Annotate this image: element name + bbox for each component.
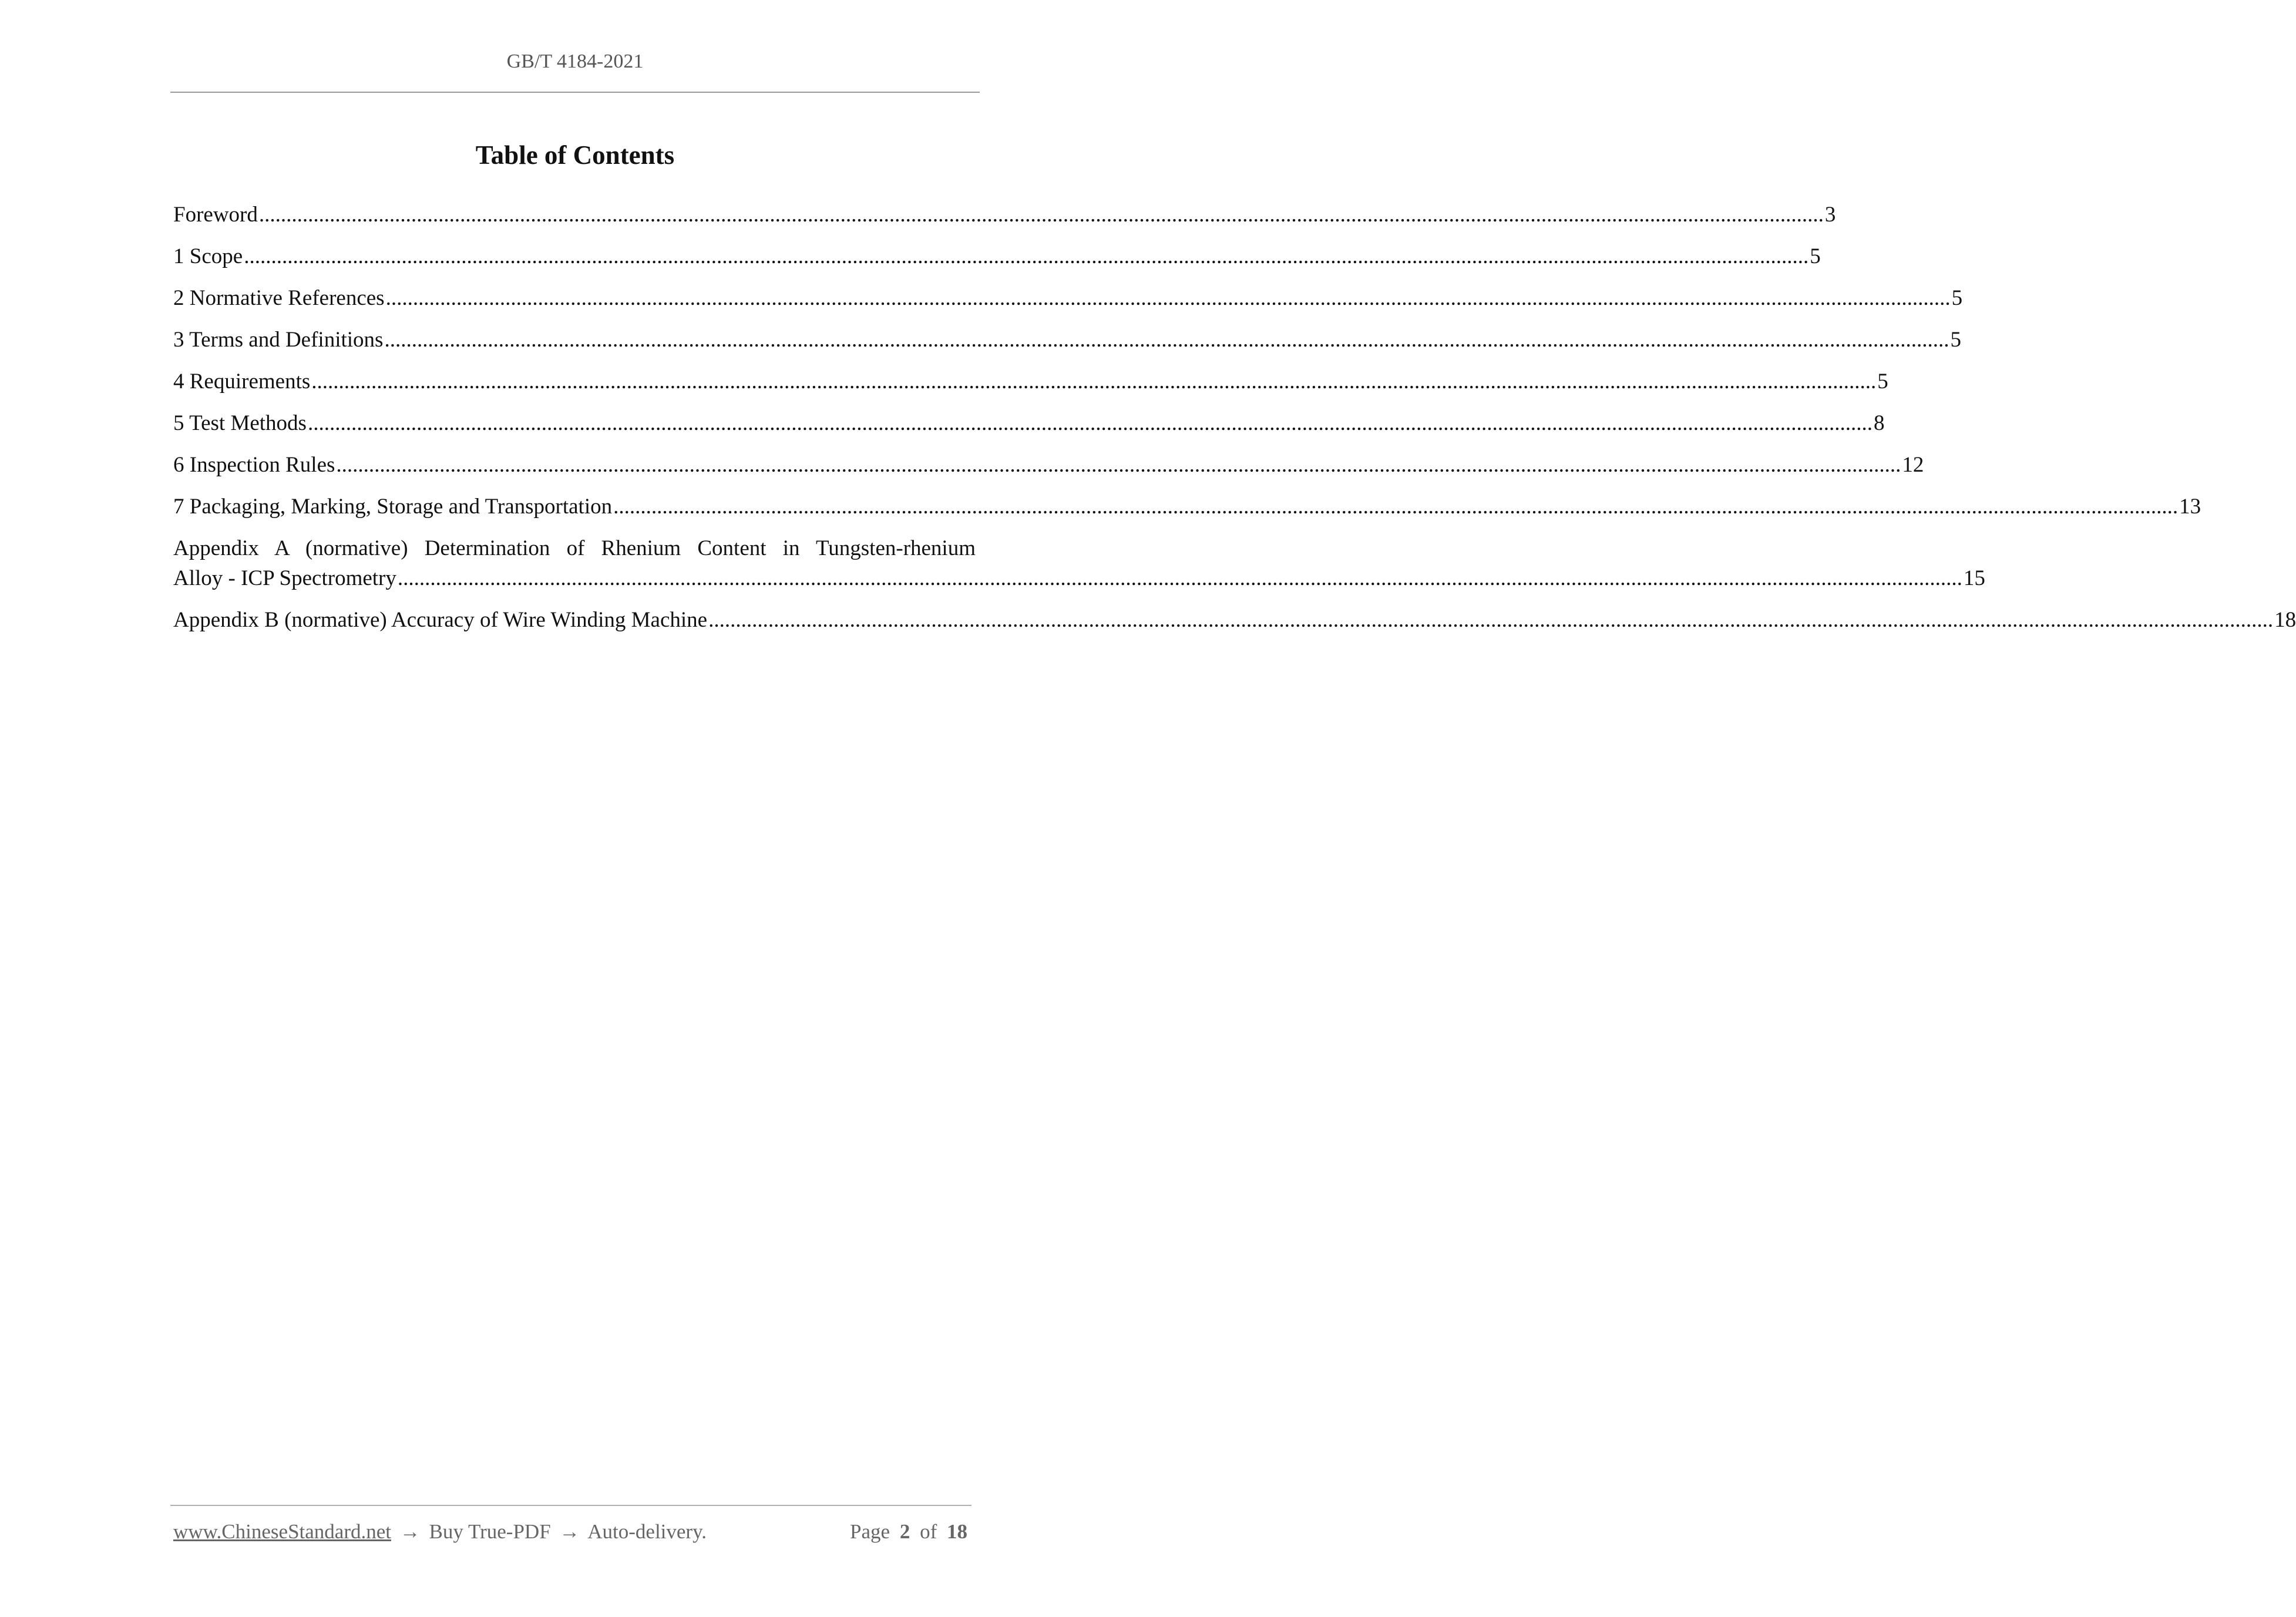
current-page-number: 2 (899, 1520, 910, 1543)
toc-entry-label: 2 Normative References (173, 286, 385, 310)
toc-leader-dots: ................................................................................................................................................................................................................................................................................................ (384, 328, 1949, 352)
of-word: of (920, 1520, 937, 1543)
toc-entry-test-methods[interactable] (173, 408, 1885, 438)
toc-entry-foreword[interactable] (173, 200, 1836, 230)
toc-leader-dots: ................................................................................................................................................................................................................................................................................................ (311, 369, 1877, 394)
toc-entry-appendix-a[interactable] (173, 533, 1985, 593)
toc-entry-scope[interactable] (173, 241, 1821, 271)
toc-title: Table of Contents (475, 140, 675, 170)
toc-leader-dots: ................................................................................................................................................................................................................................................................................................ (613, 495, 2179, 519)
footer-promo (173, 1520, 707, 1544)
header-divider (170, 92, 980, 93)
toc-entry-label: Appendix B (normative) Accuracy of Wire Winding Machine (173, 608, 708, 632)
toc-page-number: 3 (1824, 203, 1836, 227)
toc-page-number: 8 (1873, 411, 1885, 435)
toc-leader-dots: ................................................................................................................................................................................................................................................................................................ (307, 411, 1873, 435)
toc-entry-label: 3 Terms and Definitions (173, 328, 384, 352)
auto-delivery-text: Auto-delivery. (587, 1520, 707, 1543)
toc-page-number: 15 (1963, 566, 1985, 590)
toc-entry-requirements[interactable] (173, 367, 1888, 396)
toc-page-number: 5 (1950, 328, 1961, 352)
toc-entry-normative-references[interactable] (173, 283, 1963, 313)
toc-entry-label: Foreword (173, 203, 258, 227)
page-footer (173, 1520, 972, 1544)
toc-entry-inspection-rules[interactable] (173, 450, 1924, 480)
toc-entry-packaging[interactable] (173, 492, 2201, 522)
toc-leader-dots: ................................................................................................................................................................................................................................................................................................ (397, 566, 1962, 590)
toc-entry-terms-definitions[interactable] (173, 325, 1961, 355)
total-pages-number: 18 (947, 1520, 967, 1543)
toc-leader-dots: ................................................................................................................................................................................................................................................................................................ (244, 244, 1809, 268)
toc-page-number: 5 (1951, 286, 1963, 310)
toc-entry-label: 1 Scope (173, 244, 243, 268)
footer-divider (170, 1505, 971, 1506)
toc-page-number: 13 (2179, 495, 2201, 519)
toc-leader-dots: ................................................................................................................................................................................................................................................................................................ (385, 286, 1951, 310)
page-indicator (850, 1520, 972, 1544)
toc-leader-dots: ................................................................................................................................................................................................................................................................................................ (258, 203, 1824, 227)
website-link[interactable]: www.ChineseStandard.net (173, 1520, 391, 1543)
arrow-right-icon: → (559, 1520, 580, 1543)
toc-entry-label: 6 Inspection Rules (173, 453, 335, 477)
arrow-right-icon: → (399, 1520, 421, 1543)
toc-page-number: 12 (1902, 453, 1924, 477)
toc-entry-label: 7 Packaging, Marking, Storage and Transportation (173, 495, 613, 519)
toc-entry-label: 5 Test Methods (173, 411, 307, 435)
toc-page-number: 5 (1810, 244, 1821, 268)
toc-entry-appendix-b[interactable] (173, 605, 2296, 635)
toc-entry-label-line1: Appendix A (normative) Determination of Rhenium Content in Tungsten-rhenium (173, 536, 976, 560)
toc-page-number: 5 (1877, 369, 1888, 394)
toc-page-number: 18 (2274, 608, 2296, 632)
toc-entry-label-line2: Alloy - ICP Spectrometry (173, 566, 396, 590)
page-word: Page (850, 1520, 890, 1543)
buy-true-pdf-text: Buy True-PDF (429, 1520, 551, 1543)
toc-entry-label: 4 Requirements (173, 369, 311, 394)
toc-leader-dots: ................................................................................................................................................................................................................................................................................................ (708, 608, 2274, 632)
toc-leader-dots: ................................................................................................................................................................................................................................................................................................ (336, 453, 1901, 477)
table-of-contents (173, 200, 2296, 647)
document-id-header: GB/T 4184-2021 (506, 51, 644, 72)
